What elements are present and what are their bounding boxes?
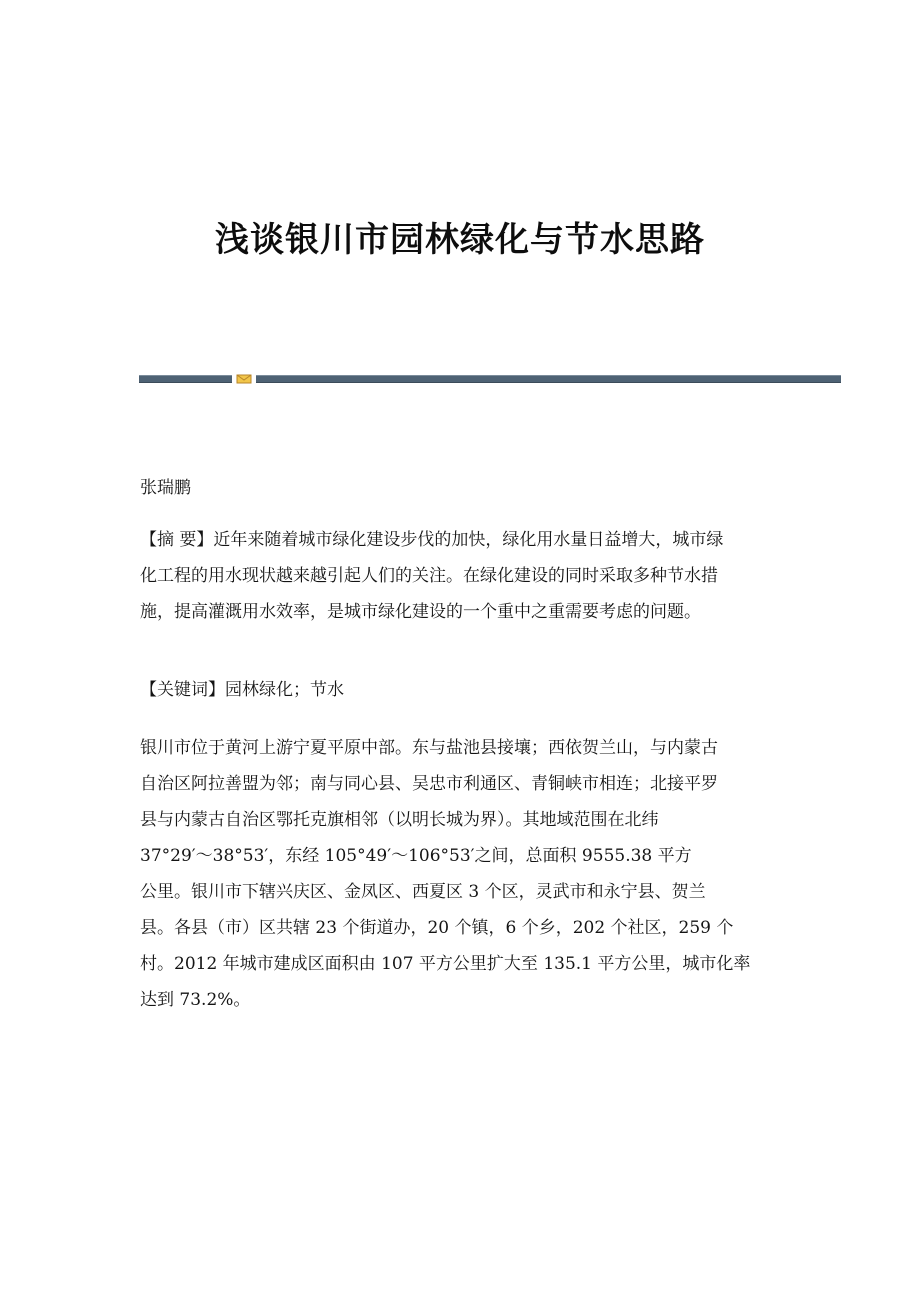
envelope-ornament-icon — [236, 373, 252, 385]
divider-bar-right — [256, 375, 841, 383]
divider-bar-left — [139, 375, 232, 383]
abstract-line: 化工程的用水现状越来越引起人们的关注。在绿化建设的同时采取多种节水措 — [140, 566, 718, 586]
abstract-line: 【摘 要】近年来随着城市绿化建设步伐的加快，绿化用水量日益增大，城市绿 — [140, 530, 724, 550]
body-paragraph — [140, 730, 780, 1018]
body-line: 村。2012 年城市建成区面积由 107 平方公里扩大至 135.1 平方公里，城市化率 — [140, 954, 751, 974]
body-line: 银川市位于黄河上游宁夏平原中部。东与盐池县接壤；西依贺兰山，与内蒙古 — [140, 738, 718, 758]
abstract-line: 施，提高灌溉用水效率，是城市绿化建设的一个重中之重需要考虑的问题。 — [140, 602, 701, 622]
body-line: 县。各县（市）区共辖 23 个街道办，20 个镇，6 个乡，202 个社区，259 个 — [140, 918, 734, 938]
author-name: 张瑞鹏 — [140, 478, 191, 498]
title-divider — [139, 373, 841, 385]
abstract — [140, 522, 780, 630]
document-title: 浅谈银川市园林绿化与节水思路 — [215, 220, 705, 260]
keywords: 【关键词】园林绿化；节水 — [140, 680, 344, 700]
body-line: 达到 73.2%。 — [140, 990, 251, 1010]
body-line: 自治区阿拉善盟为邻；南与同心县、吴忠市利通区、青铜峡市相连；北接平罗 — [140, 774, 718, 794]
body-line: 县与内蒙古自治区鄂托克旗相邻（以明长城为界）。其地域范围在北纬 — [140, 810, 659, 830]
body-line: 公里。银川市下辖兴庆区、金凤区、西夏区 3 个区，灵武市和永宁县、贺兰 — [140, 882, 706, 902]
body-line: 37°29′～38°53′，东经 105°49′～106°53′之间，总面积 9555.38 平方 — [140, 846, 692, 866]
